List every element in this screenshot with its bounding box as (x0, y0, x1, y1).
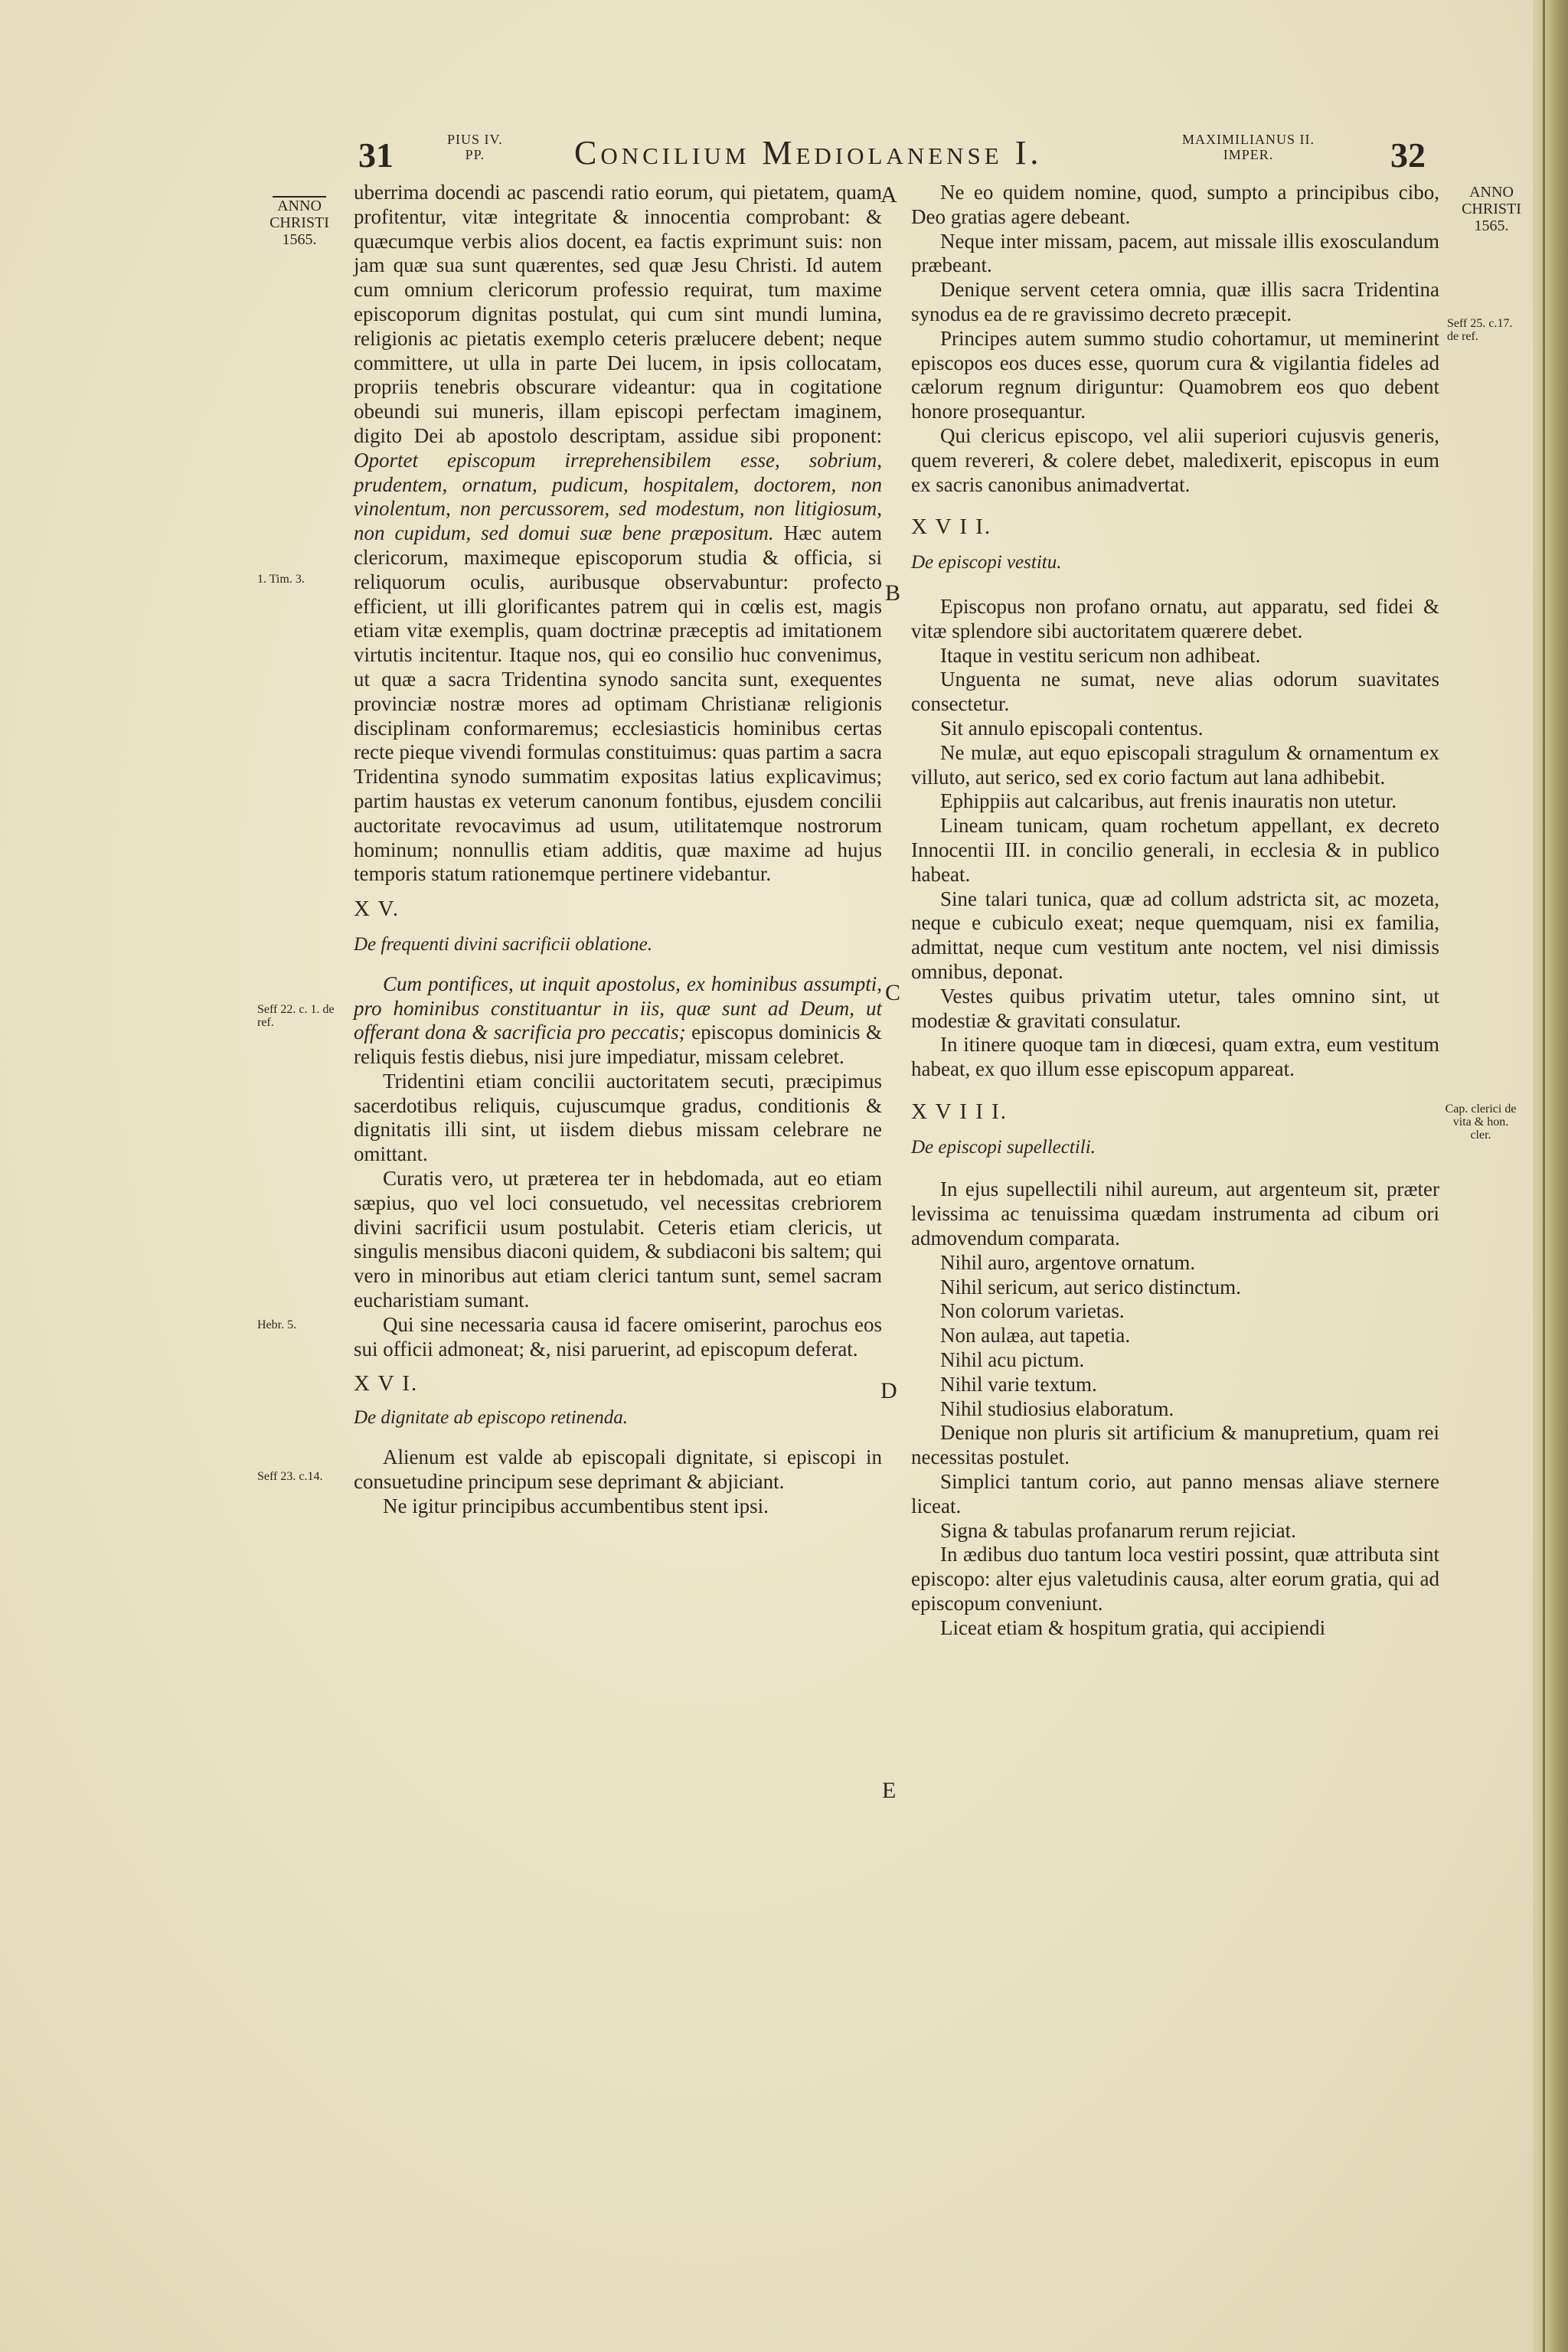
pope-title: PP. (465, 147, 485, 162)
paragraph: Ephippiis aut calcaribus, aut frenis inauratis non utetur. (940, 789, 1397, 813)
section-letter-b: B (885, 580, 901, 606)
section-heading: X V I. (354, 1371, 419, 1396)
paragraph-text: episcopus dominicis & reliquis festis diebus, nisi jure impediatur, missam celebret. (354, 1021, 882, 1069)
section-subheading: De dignitate ab episcopo retinenda. (354, 1407, 629, 1429)
paragraph: Liceat etiam & hospitum gratia, qui accipiendi (940, 1615, 1326, 1639)
paragraph: Nihil acu pictum. (940, 1348, 1085, 1372)
running-head (0, 132, 1531, 178)
anno-right-year: 1565. (1474, 217, 1509, 234)
section-subheading: De episcopi supellectili. (911, 1136, 1096, 1158)
anno-left-christi: CHRISTI (270, 214, 329, 231)
anno-left-label: ANNO (273, 196, 326, 214)
spine-edge (1543, 0, 1545, 2352)
section-heading: X V. (354, 897, 400, 922)
section-heading: X V I I. (911, 514, 992, 540)
page-number-left: 31 (358, 136, 394, 175)
emperor-title: IMPER. (1223, 147, 1274, 162)
paragraph: Simplici tantum corio, aut panno mensas aliave sternere liceat. (911, 1470, 1439, 1517)
paragraph: Denique non pluris sit artificium & manupretium, quam rei necessitas postulet. (911, 1421, 1439, 1469)
margin-note-tim: 1. Tim. 3. (257, 573, 305, 586)
paragraph: Signa & tabulas profanarum rerum rejiciat. (940, 1518, 1296, 1542)
paragraph: In ædibus duo tantum loca vestiri possint, quæ attributa sint episcopo: alter ejus valetudinis causa, alter eorum gratia, qui ad episcopum conveniunt. (911, 1543, 1439, 1615)
scripture-quote: Oportet episcopum irreprehensibilem esse, sobrium, prudentem, ornatum, pudicum, hospitalem, doctorem, non vinolentum, non percussorem, sed modestum, non litigiosum, non cupidum, sed domui suæ bene præpositum. (354, 448, 882, 545)
margin-note-sess23: Seff 23. c.14. (257, 1470, 323, 1483)
paragraph: Alienum est valde ab episcopali dignitate, si episcopi in consuetudine principum sese deprimant & abjiciant. (354, 1446, 882, 1493)
pope-label (447, 132, 503, 162)
paragraph: Nihil studiosius elaboratum. (940, 1396, 1174, 1420)
anno-right-label: ANNO (1469, 184, 1514, 201)
left-column (354, 181, 882, 1518)
scripture-quote: Cum pontifices, ut inquit apostolus, ex hominibus assumpti, pro hominibus constituantur in iis, quæ sunt ad Deum, ut offerant dona & sacrificia pro peccatis; (354, 972, 882, 1044)
paragraph: Qui sine necessaria causa id facere omiserint, parochus eos sui officii admoneat; &, nisi paruerint, ad episcopum deferat. (354, 1312, 882, 1361)
anno-right-christi: CHRISTI (1462, 201, 1521, 217)
margin-note-hebr: Hebr. 5. (257, 1318, 297, 1331)
page-number-right: 32 (1390, 136, 1426, 175)
paragraph: Principes autem summo studio cohortamur, ut meminerint episcopos eos duces esse, quorum cura & vigilantia fideles ad cælorum regnum diriguntur: Quamobrem eos quo debent honore prosequantur. (911, 326, 1439, 423)
section-heading: X V I I I. (911, 1099, 1008, 1124)
margin-note-sess25: Seff 25. c.17. de ref. (1447, 317, 1513, 343)
section-letter-a: A (880, 182, 897, 207)
page-title: Concilium Mediolanense I. (574, 134, 1043, 172)
margin-note-sess22: Seff 22. c. 1. de ref. (257, 1003, 335, 1029)
section-subheading: De frequenti divini sacrificii oblatione. (354, 933, 652, 955)
paragraph: Sit annulo episcopali contentus. (940, 716, 1204, 740)
paragraph: Vestes quibus privatim utetur, tales omnino sint, ut modestiæ & gravitati consulatur. (911, 984, 1439, 1032)
paragraph: Neque inter missam, pacem, aut missale illis exosculandum præbeant. (911, 229, 1439, 277)
paragraph-text: Hæc autem clericorum, maximeque episcoporum studia & officia, si reliquorum oculis, auribusque observabuntur: profecto efficient, ut illi glorificantes patrem qui in cœlis est, magis etiam vitæ exemplis, quam doctrinæ præceptis ad imitationem virtutis incitentur. Itaque nos, qui eo consilio huc convenimus, ut quæ a sacra Tridentina synodo sancita sunt, exequentes provinciæ nostræ mores ad optimam Christianæ religionis disciplinam conformaremus; ecclesiasticis hominibus certas recte pieque vivendi formulas constituimus: quas partim a sacra Tridentina synodo summatim expositas latius explicavimus; partim haustas ex veterum canonum fontibus, ejusdem concilii auctoritate revocavimus ad usum, utilitatemque nostrorum hominum; nonnullis etiam additis, quæ maxime ad hujus temporis statum rationemque pertinere videbantur. (354, 521, 883, 886)
paragraph: Non colorum varietas. (940, 1299, 1125, 1323)
paragraph: Itaque in vestitu sericum non adhibeat. (940, 643, 1261, 667)
paragraph: Unguenta ne sumat, neve alias odorum suavitates consectetur. (911, 668, 1439, 716)
paragraph: Ne igitur principibus accumbentibus stent ipsi. (383, 1494, 769, 1517)
book-spine (1533, 0, 1568, 2352)
paragraph (354, 972, 882, 1070)
paragraph: Sine talari tunica, quæ ad collum adstricta sit, ac mozeta, neque e cubiculo exeat; neque quemquam, nisi ex familia, admittat, neque cum vestitum ante noctem, vel nisi dimissis omnibus, deponat. (911, 887, 1439, 983)
paragraph: In itinere quoque tam in diœcesi, quam extra, eum vestitum habeat, ex quo illum esse episcopum appareat. (911, 1033, 1439, 1081)
anno-right (1446, 184, 1537, 234)
paragraph: Ne mulæ, aut equo episcopali stragulum & ornamentum ex villuto, aut serico, sed ex corio factum aut lana adhibebit. (911, 740, 1439, 789)
margin-note-cap-clerici: Cap. clerici de vita & hon. cler. (1445, 1102, 1517, 1142)
paragraph: Ne eo quidem nomine, quod, sumpto a principibus cibo, Deo gratias agere debeant. (911, 181, 1439, 228)
section-letter-c: C (885, 980, 901, 1005)
paragraph: Nihil sericum, aut serico distinctum. (940, 1275, 1241, 1298)
paragraph: Lineam tunicam, quam rochetum appellant, ex decreto Innocentii III. in concilio generali, in ecclesia & in publico habeat. (911, 814, 1439, 886)
paragraph: Episcopus non profano ornatu, aut apparatu, sed fidei & vitæ splendore sibi auctoritatem quærere debet. (911, 594, 1439, 642)
paragraph: Denique servent cetera omnia, quæ illis sacra Tridentina synodus ea de re gravissimo decreto præcepit. (911, 278, 1439, 325)
paragraph-text: uberrima docendi ac pascendi ratio eorum, qui pietatem, quam profitentur, vitæ integritate & innocentia comprobant: & quæcumque verbis alios docent, ea factis exprimunt suis: non jam quæ sua sunt quærentes, sed quæ Jesu Christi. Id autem cum omnium clericorum professio requirat, tum maxime episcoporum dignitas postulat, qui cum sint mundi lumina, religionis ac pietatis exemplo ceteris prælucere debent; neque committere, ut ulla in parte Dei lucem, in ipsis collocatam, propriis tenebris obscurare videantur: qua in cogitatione obeundi sui muneris, illam episcopi perfectam imaginem, digito Dei ab apostolo descriptam, assidue sibi proponent: (354, 181, 882, 447)
pope-name: PIUS IV. (447, 132, 503, 147)
section-letter-e: E (882, 1778, 897, 1803)
paragraph (354, 181, 882, 887)
emperor-label (1182, 132, 1315, 162)
paragraph: Curatis vero, ut præterea ter in hebdomada, aut eo etiam sæpius, quo vel loci consuetudo, vel necessitas crebriorem divini sacrificii usum postulabit. Ceteris etiam clericis, ut singulis mensibus diaconi quidem, & subdiaconi bis saltem; qui vero in minoribus aut etiam clerici tantum sunt, semel sacram eucharistiam sumant. (354, 1167, 882, 1312)
right-column (911, 181, 1439, 1641)
section-letter-d: D (880, 1378, 897, 1403)
anno-left (257, 196, 341, 248)
anno-left-year: 1565. (282, 231, 317, 248)
paragraph: Tridentini etiam concilii auctoritatem secuti, præcipimus sacerdotibus reliquis, cujuscumque gradus, conditionis & dignitatis illi sint, ut iisdem diebus missam celebrare ne omittant. (354, 1069, 882, 1166)
paragraph: Non aulæa, aut tapetia. (940, 1324, 1131, 1348)
paragraph: Nihil varie textum. (940, 1372, 1097, 1396)
section-subheading: De episcopi vestitu. (911, 552, 1062, 573)
emperor-name: MAXIMILIANUS II. (1182, 132, 1315, 147)
paragraph: Qui clericus episcopo, vel alii superiori cujusvis generis, quem revereri, & colere debet, maledixerit, episcopus in eum ex sacris canonibus animadvertat. (911, 423, 1439, 496)
paragraph: In ejus supellectili nihil aureum, aut argenteum sit, præter levissima ac tenuissima quædam instrumenta ad cibum ori admovendum comparata. (911, 1178, 1439, 1250)
paragraph: Nihil auro, argentove ornatum. (940, 1250, 1196, 1274)
